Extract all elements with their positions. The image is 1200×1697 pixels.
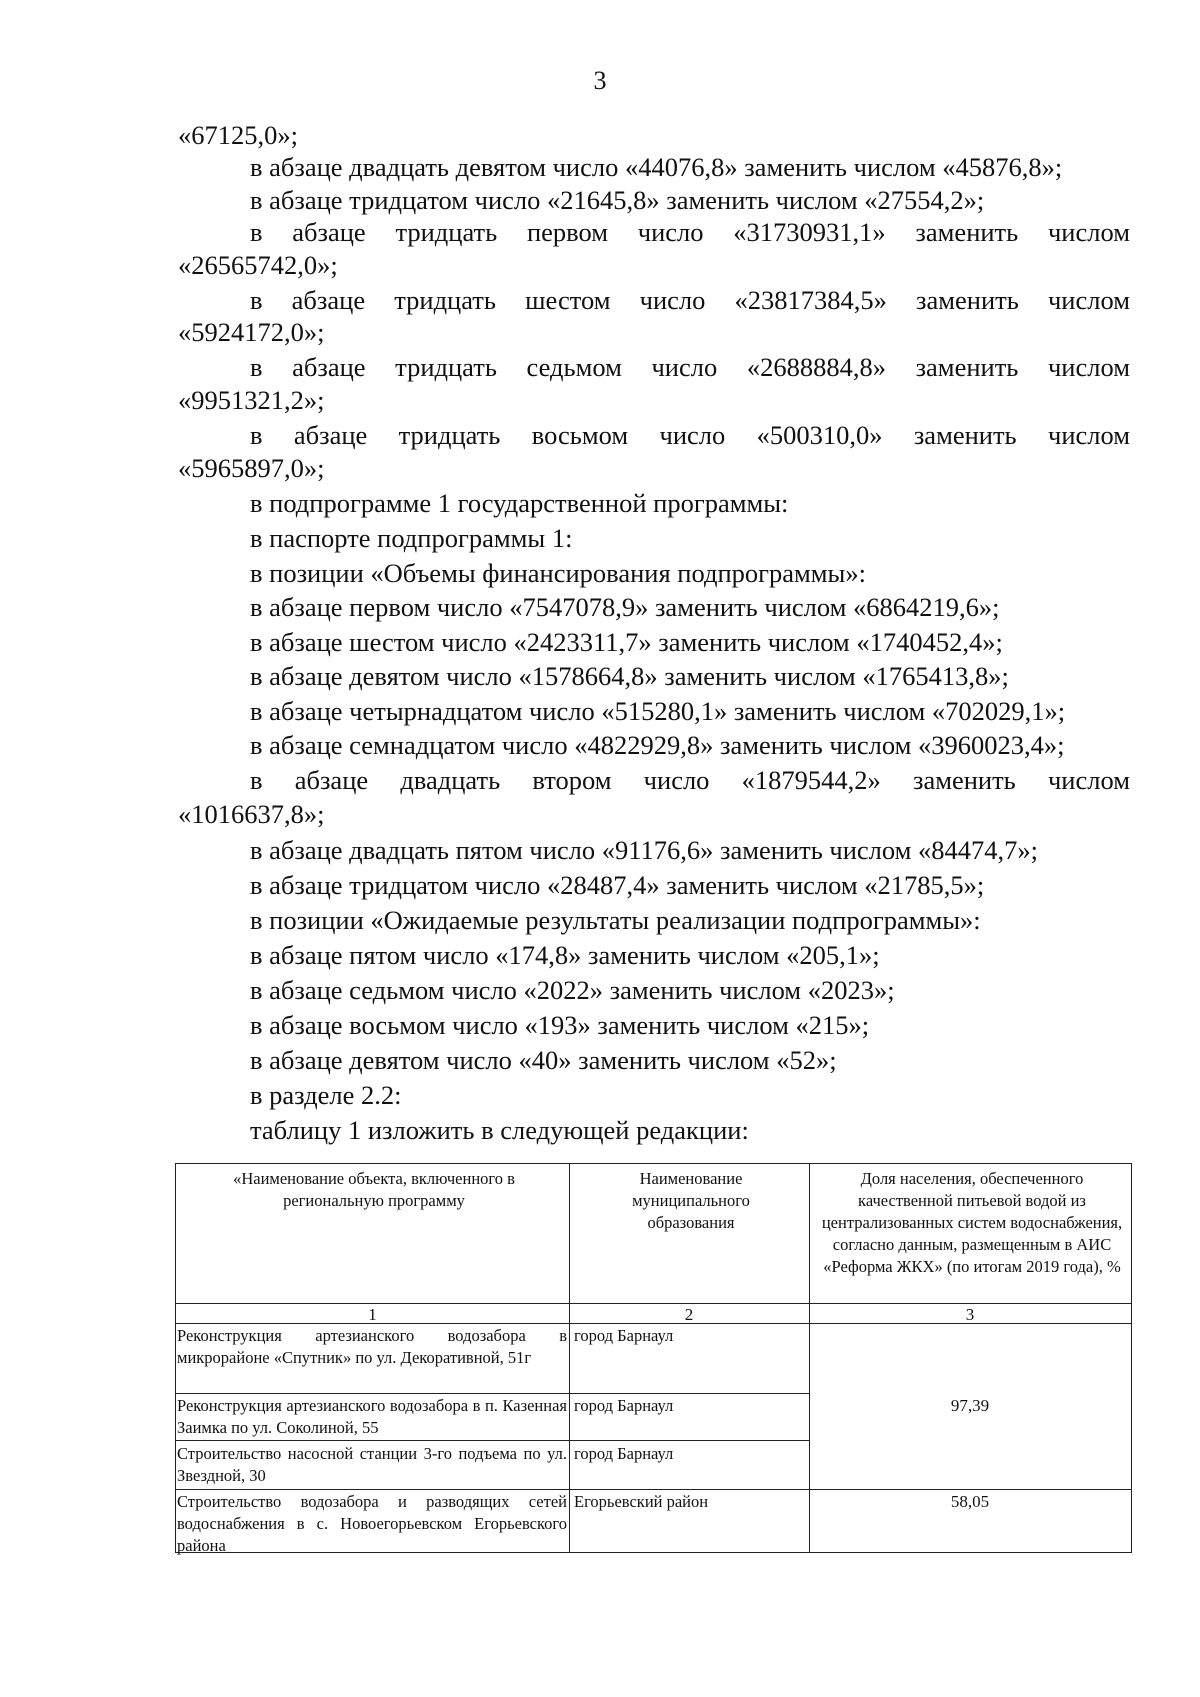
text-line: в абзаце двадцать втором число «1879544,2» заменить числом — [250, 765, 1130, 795]
table-column-number: 2 — [684, 1305, 694, 1324]
text-line: в абзаце восьмом число «193» заменить числом «215»; — [250, 1010, 870, 1040]
text-line: в абзаце шестом число «2423311,7» заменить числом «1740452,4»; — [250, 627, 1003, 657]
text-line: в абзаце четырнадцатом число «515280,1» заменить числом «702029,1»; — [250, 696, 1066, 726]
text-line: «5965897,0»; — [178, 453, 325, 483]
table-cell-municipality: город Барнаул — [574, 1326, 674, 1345]
table-cell-object: Реконструкция артезианского водозабора в микрорайоне «Спутник» по ул. Декоративной, 51г — [177, 1326, 567, 1367]
text-line: в абзаце девятом число «1578664,8» заменить числом «1765413,8»; — [250, 661, 1009, 691]
table-column-number: 3 — [965, 1305, 975, 1324]
text-line: «1016637,8»; — [178, 799, 325, 829]
text-line: в абзаце тридцатом число «28487,4» заменить числом «21785,5»; — [250, 870, 985, 900]
table-header-object: «Наименование объекта, включенного в региональную программу — [233, 1169, 515, 1210]
text-line: в абзаце семнадцатом число «4822929,8» заменить числом «3960023,4»; — [250, 730, 1065, 760]
table-cell-object: Строительство насосной станции 3-го подъема по ул. Звездной, 30 — [177, 1444, 567, 1485]
table-cell-share: 58,05 — [950, 1492, 990, 1511]
text-line: «9951321,2»; — [178, 385, 325, 415]
text-line: в абзаце тридцать шестом число «23817384,5» заменить числом — [250, 285, 1130, 315]
text-line: «67125,0»; — [178, 120, 298, 150]
text-line: в абзаце тридцать первом число «31730931,1» заменить числом — [250, 217, 1130, 247]
text-line: в абзаце тридцатом число «21645,8» заменить числом «27554,2»; — [250, 185, 985, 215]
text-line: в позиции «Объемы финансирования подпрограммы»: — [250, 558, 866, 588]
table-cell-share: 97,39 — [950, 1396, 990, 1415]
table-row-divider — [176, 1489, 1131, 1490]
table-header-share: Доля населения, обеспеченного качественной питьевой водой из централизованных систем водоснабжения, согласно данным, размещенным в АИС «Реформа ЖКХ» (по итогам 2019 года), % — [821, 1169, 1123, 1276]
text-line: в абзаце двадцать девятом число «44076,8» заменить числом «45876,8»; — [250, 152, 1063, 182]
text-line: в абзаце первом число «7547078,9» заменить числом «6864219,6»; — [250, 592, 1000, 622]
text-line: в подпрограмме 1 государственной программы: — [250, 488, 789, 518]
objects-table — [175, 1163, 1132, 1553]
table-cell-municipality: город Барнаул — [574, 1444, 674, 1463]
page-number: 3 — [593, 66, 607, 95]
table-cell-municipality: Егорьевский район — [574, 1492, 709, 1511]
text-line: в паспорте подпрограммы 1: — [250, 523, 573, 553]
table-cell-object: Строительство водозабора и разводящих сетей водоснабжения в с. Новоегорьевском Егорьевского района — [177, 1492, 567, 1555]
text-line: в абзаце тридцать седьмом число «2688884,8» заменить числом — [250, 352, 1130, 382]
table-column-divider — [569, 1164, 570, 1552]
table-cell-municipality: город Барнаул — [574, 1396, 674, 1415]
text-line: в позиции «Ожидаемые результаты реализации подпрограммы»: — [250, 905, 981, 935]
text-line: «5924172,0»; — [178, 317, 325, 347]
text-line: в абзаце пятом число «174,8» заменить числом «205,1»; — [250, 940, 880, 970]
text-line: в абзаце двадцать пятом число «91176,6» заменить числом «84474,7»; — [250, 835, 1039, 865]
table-cell-object: Реконструкция артезианского водозабора в п. Казенная Заимка по ул. Соколиной, 55 — [177, 1396, 567, 1437]
text-line: «26565742,0»; — [178, 250, 338, 280]
text-line: в абзаце седьмом число «2022» заменить числом «2023»; — [250, 975, 895, 1005]
table-row-divider — [176, 1393, 809, 1394]
table-row-divider — [176, 1440, 809, 1441]
text-line: таблицу 1 изложить в следующей редакции: — [250, 1115, 749, 1145]
table-header-municipality: Наименование муниципального образования — [632, 1169, 750, 1232]
text-line: в абзаце девятом число «40» заменить числом «52»; — [250, 1045, 837, 1075]
text-line: в абзаце тридцать восьмом число «500310,0» заменить числом — [250, 420, 1130, 450]
text-line: в разделе 2.2: — [250, 1080, 402, 1110]
table-column-number: 1 — [368, 1305, 377, 1324]
